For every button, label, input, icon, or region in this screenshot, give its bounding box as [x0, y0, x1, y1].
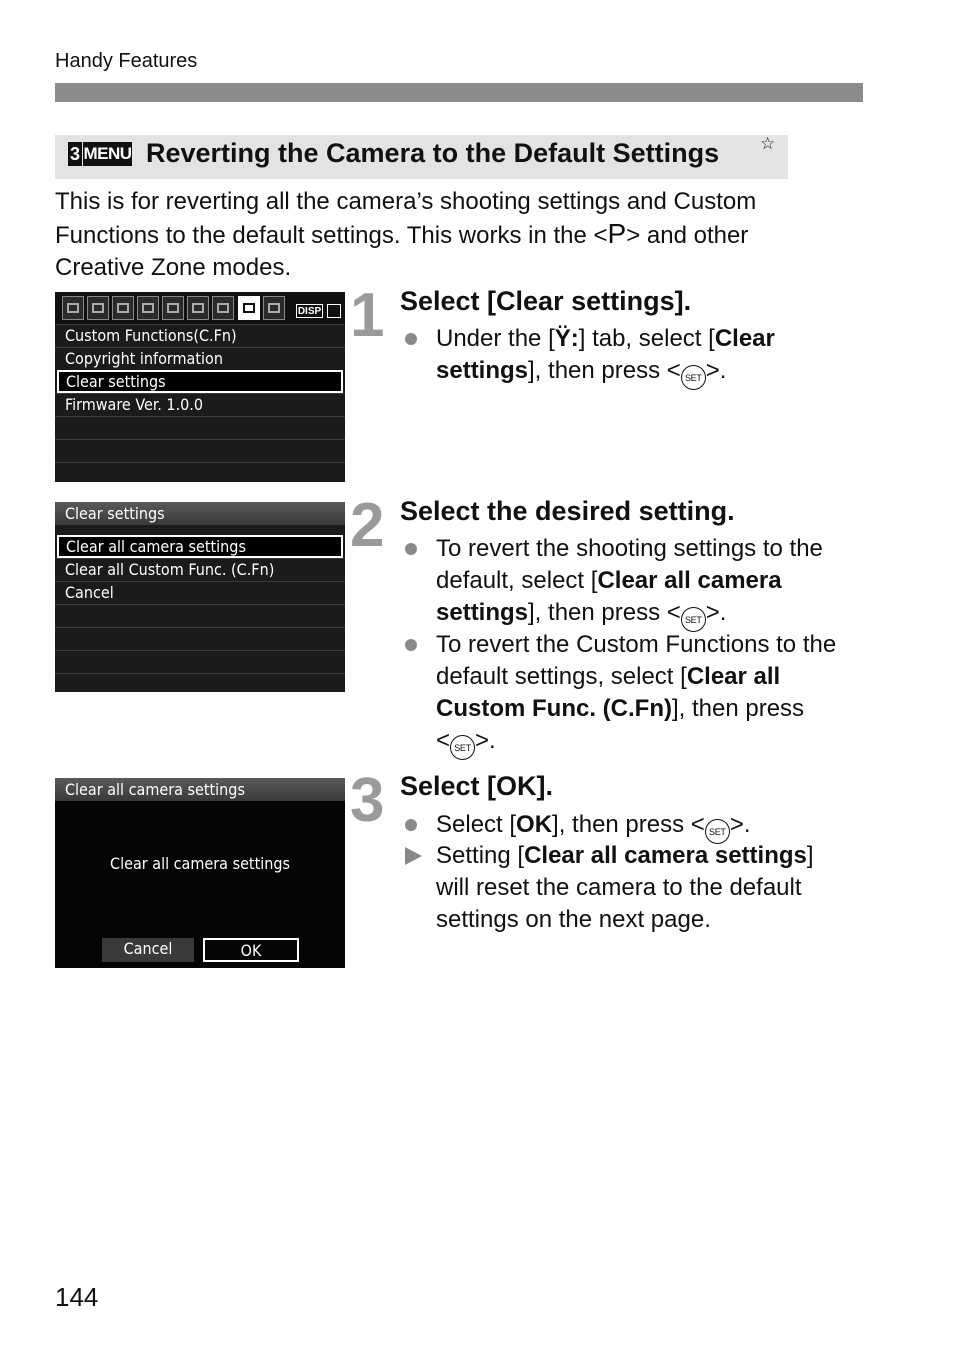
bullet-dot-icon — [405, 543, 417, 555]
text: >. — [475, 727, 496, 754]
text: Clear — [714, 325, 775, 352]
text: Clear all — [686, 663, 781, 690]
text: settings — [436, 599, 529, 626]
bullet-dot-icon — [405, 819, 417, 831]
text: settings on the next page. — [436, 906, 711, 933]
step-bullet — [405, 809, 860, 844]
cancel-button: Cancel — [102, 938, 194, 962]
wrench-tab-icon: Ÿ: — [554, 325, 579, 352]
step-number: 2 — [350, 491, 385, 560]
text: ], then press < — [528, 599, 681, 626]
step-title: Select [Clear settings]. — [400, 286, 692, 316]
star-mark-icon: ☆ — [760, 134, 776, 153]
camera-screen-3 — [55, 778, 345, 968]
camera-screen-1 — [55, 292, 345, 482]
section-title: Reverting the Camera to the Default Settings — [146, 138, 720, 168]
camera-screen-2 — [55, 502, 345, 692]
text: To revert the shooting settings to the — [436, 535, 823, 562]
intro-line-2b: > and other — [626, 222, 749, 249]
ok-button: OK — [203, 938, 299, 962]
confirm-dialog — [55, 801, 345, 968]
menu-item: Custom Functions(C.Fn) — [55, 324, 345, 347]
step-bullet — [405, 629, 860, 760]
menu-item-selected: Clear settings — [57, 370, 343, 393]
step-bullet — [405, 323, 860, 390]
menu-empty-row — [55, 673, 345, 692]
disp-icon: DISP — [297, 306, 322, 317]
shooting-tab-icon — [112, 296, 134, 320]
text: Setting [ — [436, 842, 525, 869]
text: Clear all camera settings — [524, 842, 807, 869]
set-button-icon: SET — [450, 735, 475, 760]
menu-item: Copyright information — [55, 347, 345, 370]
my-menu-star-icon — [263, 296, 285, 320]
intro-line-3: Creative Zone modes. — [55, 254, 292, 281]
set-button-icon: SET — [681, 365, 706, 390]
screen-title: Clear settings — [55, 502, 345, 525]
menu-tabs — [55, 292, 345, 325]
text: settings — [436, 357, 529, 384]
text: Select [ — [436, 811, 517, 838]
step-title: Select the desired setting. — [400, 496, 735, 526]
text: will reset the camera to the default — [436, 874, 802, 901]
playback-tab-icon — [137, 296, 159, 320]
text: OK — [516, 811, 553, 838]
shooting-tab-icon — [87, 296, 109, 320]
intro-line-1: This is for reverting all the camera’s shooting settings and Custom — [55, 188, 757, 215]
info-grid-icon — [327, 304, 341, 318]
text: Clear all camera — [597, 567, 782, 594]
text: < — [436, 727, 451, 754]
text: >. — [729, 811, 751, 838]
p-mode-icon: P — [607, 218, 627, 249]
text: default settings, select [ — [436, 663, 687, 690]
bullet-dot-icon — [405, 333, 417, 345]
menu-empty-row — [55, 462, 345, 482]
intro-paragraph — [55, 186, 855, 284]
dialog-message: Clear all camera settings — [110, 854, 290, 873]
playback-tab-icon — [162, 296, 184, 320]
wrench-tab-icon — [238, 296, 260, 320]
text: ], then press < — [552, 811, 705, 838]
screen-title: Clear all camera settings — [55, 778, 345, 801]
menu-empty-row — [55, 439, 345, 462]
step-title: Select [OK]. — [400, 771, 554, 801]
set-button-icon: SET — [705, 819, 730, 844]
result-arrow-icon — [405, 847, 422, 865]
text: >. — [705, 357, 727, 384]
text: ] — [806, 842, 814, 869]
menu-item: Firmware Ver. 1.0.0 — [55, 393, 345, 416]
text: ], then press — [671, 695, 805, 722]
menu-empty-row — [55, 627, 345, 650]
text: To revert the Custom Functions to the — [436, 631, 837, 658]
text: >. — [705, 599, 727, 626]
text: ] tab, select [ — [578, 325, 715, 352]
bullet-dot-icon — [405, 639, 417, 651]
menu-item-selected: Clear all camera settings — [57, 535, 343, 558]
running-header: Handy Features — [55, 50, 198, 72]
text: Under the [ — [436, 325, 555, 352]
menu-number: 3 — [69, 144, 80, 164]
setup-tab-icon — [187, 296, 209, 320]
step-number: 3 — [350, 766, 385, 835]
menu-empty-row — [55, 604, 345, 627]
intro-line-2a: Functions to the default settings. This works in the < — [55, 222, 608, 249]
menu-empty-row — [55, 416, 345, 439]
text: Custom Func. (C.Fn) — [436, 695, 672, 722]
text: default, select [ — [436, 567, 598, 594]
page-number: 144 — [55, 1282, 99, 1312]
step-number: 1 — [350, 281, 385, 350]
menu-empty-row — [55, 650, 345, 673]
set-button-icon: SET — [681, 607, 706, 632]
menu-tab-badge — [68, 142, 132, 166]
step-result — [405, 840, 860, 936]
shooting-tab-icon — [62, 296, 84, 320]
menu-item: Clear all Custom Func. (C.Fn) — [55, 558, 345, 581]
step-bullet — [405, 533, 860, 632]
text: ], then press < — [528, 357, 681, 384]
menu-item: Cancel — [55, 581, 345, 604]
header-bar — [55, 83, 863, 102]
menu-label: MENU — [83, 142, 132, 166]
setup-tab-icon — [212, 296, 234, 320]
